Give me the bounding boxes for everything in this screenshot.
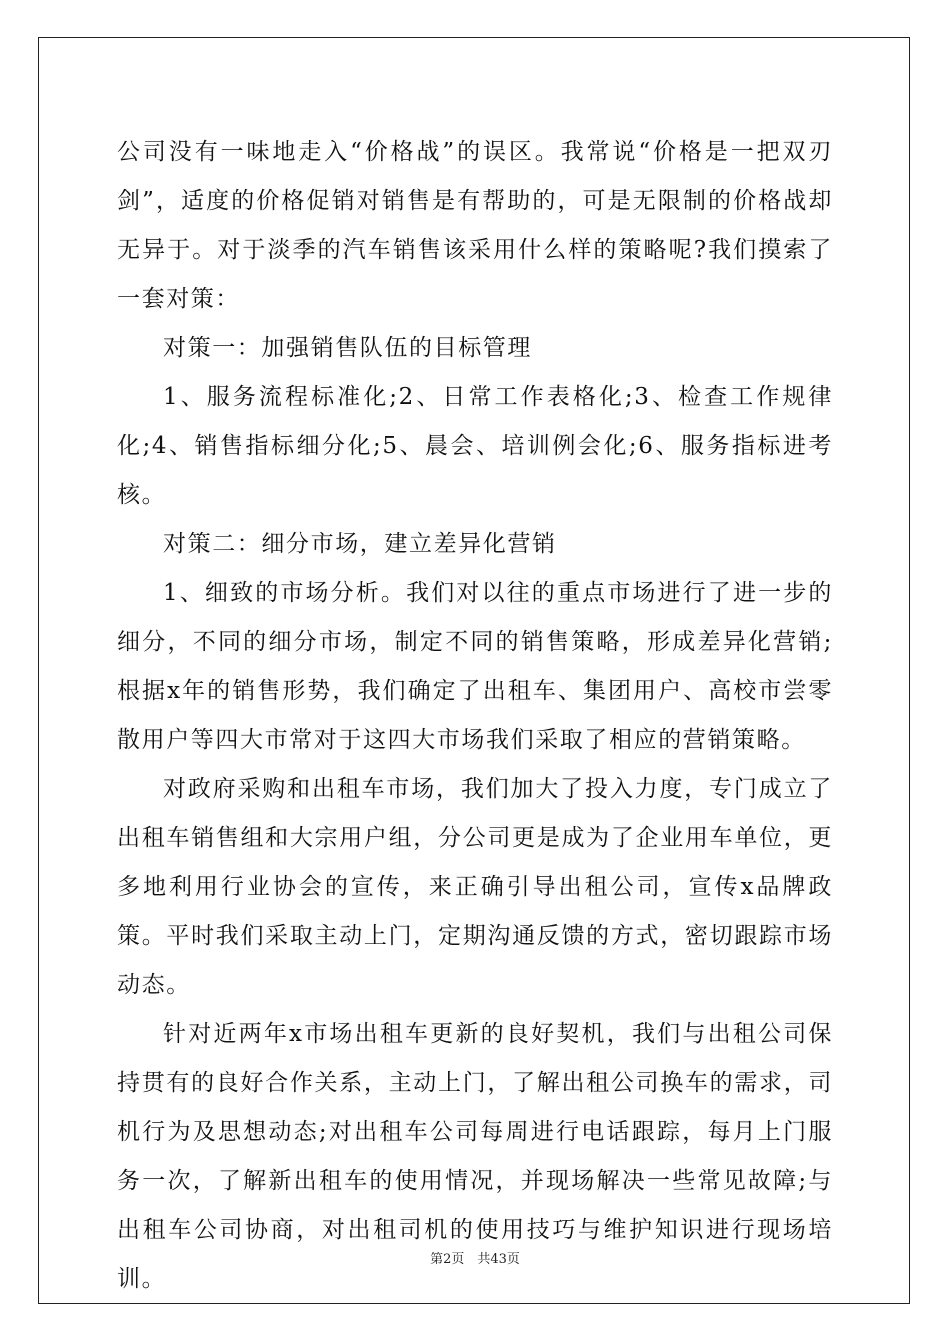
paragraph: 1、服务流程标准化;2、日常工作表格化;3、检查工作规律化;4、销售指标细分化;5、晨会、培训例会化;6、服务指标进考核。 — [117, 384, 833, 508]
page-number: 第2页 共43页 — [430, 1252, 520, 1267]
document-body — [117, 128, 833, 1304]
paragraph: 1、细致的市场分析。我们对以往的重点市场进行了进一步的细分，不同的细分市场，制定不同的销售策略，形成差异化营销;根据x年的销售形势，我们确定了出租车、集团用户、高校市尝零散用户等四大市常对于这四大市场我们采取了相应的营销策略。 — [117, 580, 833, 753]
section-heading: 对策二：细分市场，建立差异化营销 — [163, 531, 557, 557]
section-heading: 对策一：加强销售队伍的目标管理 — [163, 335, 532, 361]
paragraph: 针对近两年x市场出租车更新的良好契机，我们与出租公司保持贯有的良好合作关系，主动上门，了解出租公司换车的需求，司机行为及思想动态;对出租车公司每周进行电话跟踪，每月上门服务一次，了解新出租车的使用情况，并现场解决一些常见故障;与出租车公司协商，对出租司机的使用技巧与维护知识进行现场培训。 — [117, 1021, 833, 1292]
paragraph: 公司没有一味地走入“价格战”的误区。我常说“价格是一把双刃剑”，适度的价格促销对销售是有帮助的，可是无限制的价格战却无异于。对于淡季的汽车销售该采用什么样的策略呢?我们摸索了一套对策： — [117, 139, 833, 312]
paragraph: 对政府采购和出租车市场，我们加大了投入力度，专门成立了出租车销售组和大宗用户组，分公司更是成为了企业用车单位，更多地利用行业协会的宣传，来正确引导出租公司，宣传x品牌政策。平时我们采取主动上门，定期沟通反馈的方式，密切跟踪市场动态。 — [117, 776, 833, 998]
